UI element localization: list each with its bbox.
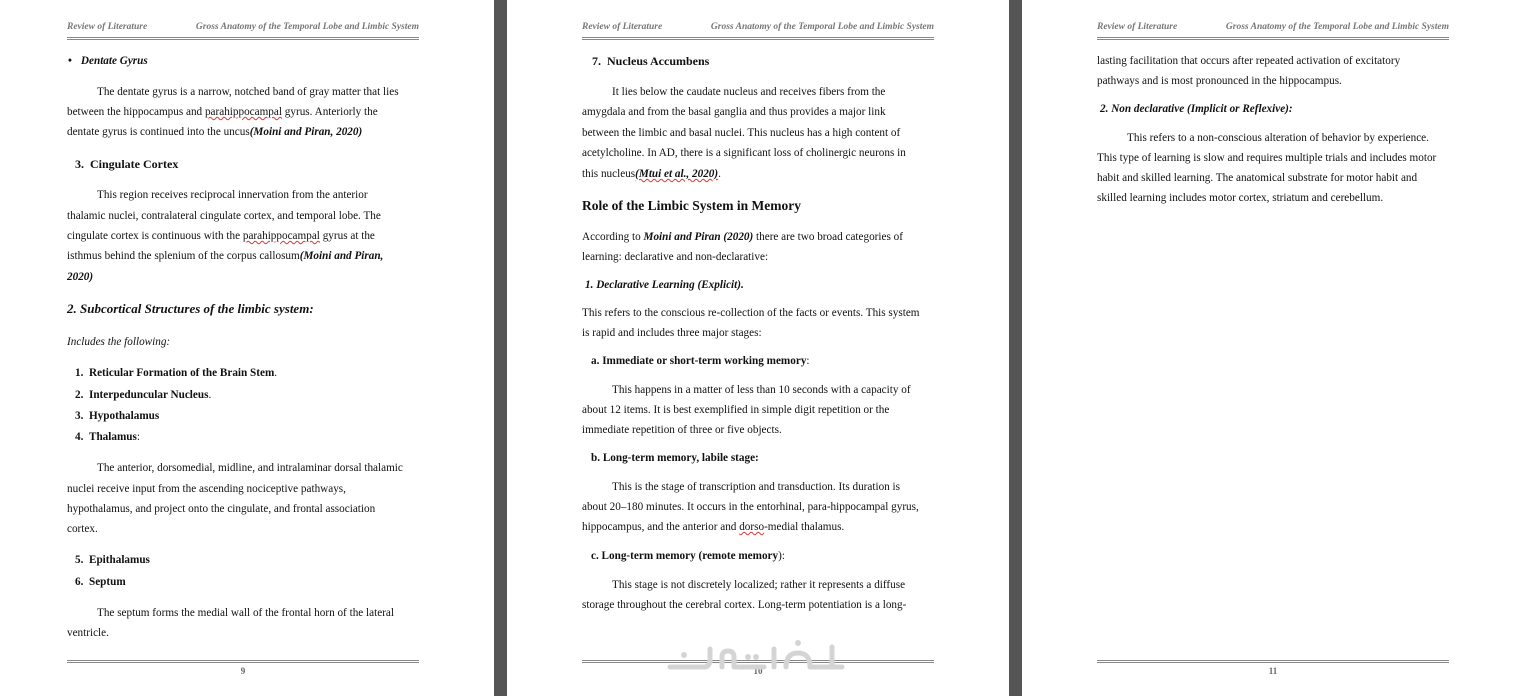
header-right: Gross Anatomy of the Temporal Lobe and Limbic System <box>710 22 934 32</box>
paragraph-line: hippocampus, and the anterior and dorso-medial thalamus. <box>582 521 845 533</box>
paragraph-line: It lies below the caudate nucleus and receives fibers from the <box>612 86 886 98</box>
paragraph-line: The septum forms the medial wall of the frontal horn of the lateral <box>97 607 394 619</box>
paragraph-line: cortex. <box>67 523 98 535</box>
paragraph-line: is rapid and includes three major stages: <box>582 327 762 339</box>
paragraph-line: lasting facilitation that occurs after repeated activation of excitatory <box>1097 55 1401 67</box>
paragraph-line: this nucleus(Mtui et al., 2020). <box>582 168 721 180</box>
page-separator <box>494 0 507 696</box>
paragraph-line: cingulate cortex is continuous with the parahippocampal gyrus at the <box>67 230 375 242</box>
document-page-9 <box>0 0 494 696</box>
header-left: Review of Literature <box>582 22 663 32</box>
paragraph-line: This region receives reciprocal innervation from the anterior <box>97 189 368 201</box>
subheading-non-declarative: 2. Non declarative (Implicit or Reflexive): <box>1100 103 1293 115</box>
watermark-logo <box>664 637 848 681</box>
paragraph-line: This is the stage of transcription and transduction. Its duration is <box>612 481 901 493</box>
paragraph-line: thalamic nuclei, contralateral cingulate cortex, and temporal lobe. The <box>67 210 381 222</box>
section-heading-subcortical: 2. Subcortical Structures of the limbic system: <box>67 301 314 316</box>
paragraph-line: between the hippocampus and parahippocampal gyrus. Anteriorly the <box>67 106 378 118</box>
paragraph-line: The anterior, dorsomedial, midline, and intralaminar dorsal thalamic <box>97 462 403 474</box>
header-left: Review of Literature <box>67 22 148 32</box>
paragraph-line: ventricle. <box>67 627 109 639</box>
list-item: 3. Hypothalamus <box>75 410 160 422</box>
page-header <box>1097 22 1449 40</box>
paragraph-line: about 20–180 minutes. It occurs in the entorhinal, para-hippocampal gyrus, <box>582 501 919 513</box>
header-left: Review of Literature <box>1097 22 1178 32</box>
list-item: 5. Epithalamus <box>75 554 150 566</box>
paragraph-line: This stage is not discretely localized; rather it represents a diffuse <box>612 579 906 591</box>
paragraph-line: acetylcholine. In AD, there is a significant loss of cholinergic neurons in <box>582 147 906 159</box>
bullet-item-dentate: • Dentate Gyrus <box>68 55 148 67</box>
stage-heading-b: b. Long-term memory, labile stage: <box>591 452 759 464</box>
intro-text: Includes the following: <box>67 336 171 348</box>
document-page-10 <box>507 0 1009 696</box>
paragraph-line: immediate repetition of three or five objects. <box>582 424 782 436</box>
document-page-11 <box>1022 0 1513 696</box>
list-item: 4. Thalamus: <box>75 431 140 443</box>
paragraph-line: habit and skilled learning. The anatomical substrate for motor habit and <box>1097 172 1418 184</box>
page-number: 10 <box>753 666 763 676</box>
paragraph-line: isthmus behind the splenium of the corpus callosum(Moini and Piran, <box>67 250 384 262</box>
paragraph-line: learning: declarative and non-declarative: <box>582 251 769 263</box>
stage-heading-c: c. Long-term memory (remote memory): <box>591 550 785 562</box>
paragraph-line: This refers to a non-conscious alteration of behavior by experience. <box>1127 132 1429 144</box>
list-item: 6. Septum <box>75 576 126 588</box>
page-footer-rule <box>67 660 419 663</box>
stage-heading-a: a. Immediate or short-term working memory: <box>591 355 810 367</box>
section-heading-cingulate: 3. Cingulate Cortex <box>75 157 179 171</box>
paragraph-line: 2020) <box>67 271 94 283</box>
section-heading-role: Role of the Limbic System in Memory <box>582 198 801 213</box>
header-right: Gross Anatomy of the Temporal Lobe and Limbic System <box>1225 22 1449 32</box>
paragraph-line: storage throughout the cerebral cortex. Long-term potentiation is a long- <box>582 599 907 611</box>
paragraph-line: dentate gyrus is continued into the uncus(Moini and Piran, 2020) <box>67 126 363 138</box>
page-number: 11 <box>1268 666 1278 676</box>
list-item: 2. Interpeduncular Nucleus. <box>75 389 212 401</box>
subheading-declarative: 1. Declarative Learning (Explicit). <box>585 279 744 291</box>
paragraph-line: nuclei receive input from the ascending nociceptive pathways, <box>67 483 346 495</box>
paragraph-line: about 12 items. It is best exemplified in simple digit repetition or the <box>582 404 890 416</box>
section-heading-nucleus-accumbens: 7. Nucleus Accumbens <box>592 54 710 68</box>
paragraph-line: This type of learning is slow and requires multiple trials and includes motor <box>1097 152 1437 164</box>
paragraph-line: This refers to the conscious re-collection of the facts or events. This system <box>582 307 920 319</box>
paragraph-line: This happens in a matter of less than 10 seconds with a capacity of <box>612 384 911 396</box>
paragraph-line: According to Moini and Piran (2020) there are two broad categories of <box>582 231 903 243</box>
page-number: 9 <box>240 666 246 676</box>
paragraph-line: skilled learning includes motor cortex, striatum and cerebellum. <box>1097 192 1384 204</box>
page-separator <box>1009 0 1022 696</box>
dentate-title: Dentate Gyrus <box>80 55 148 67</box>
paragraph: The dentate gyrus is a narrow, notched band of gray matter that lies <box>97 86 399 98</box>
list-item: 1. Reticular Formation of the Brain Stem. <box>75 367 278 379</box>
page-footer-rule <box>1097 660 1449 663</box>
paragraph-line: pathways and is most pronounced in the hippocampus. <box>1097 75 1342 87</box>
paragraph-line: between the limbic and basal nuclei. This nucleus has a high content of <box>582 127 901 139</box>
page-header <box>582 22 934 40</box>
header-right: Gross Anatomy of the Temporal Lobe and Limbic System <box>195 22 419 32</box>
paragraph-line: hypothalamus, and project onto the cingulate, and frontal association <box>67 503 376 515</box>
paragraph-line: amygdala and from the basal ganglia and thus provides a major link <box>582 106 886 118</box>
page-header <box>67 22 419 40</box>
